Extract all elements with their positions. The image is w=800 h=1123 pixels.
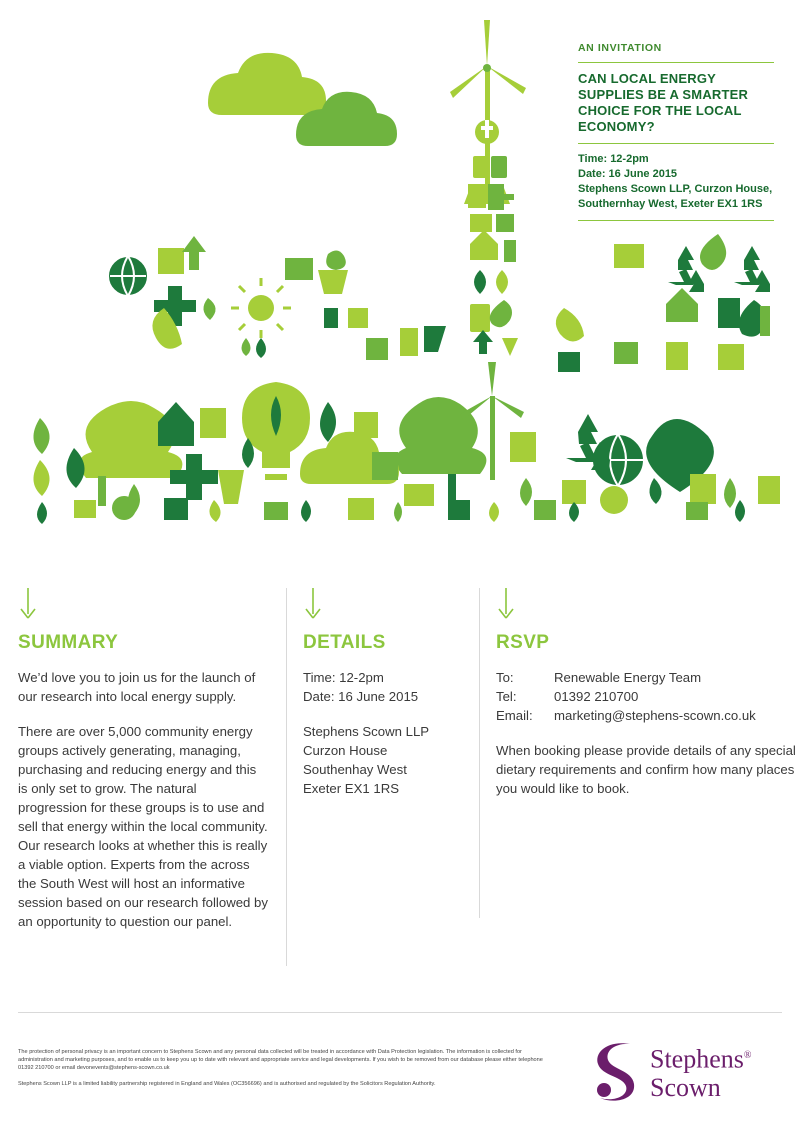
rsvp-tel-label: Tel: — [496, 689, 517, 704]
table-row — [496, 668, 756, 687]
rsvp-heading: RSVP — [496, 632, 550, 653]
arrow-down-icon — [496, 588, 516, 620]
arrow-down-icon — [18, 588, 38, 620]
footer-privacy-text: The protection of personal privacy is an important concern to Stephens Scown and any personal data collected will be treated in accordance with Data Protection legislation. The information is collected for administration and marketing purposes, and to enable us to keep you up to date with relevant and appropriate service and legal developments. If you wish to be removed from our database please either telephone 01392 210700 or email devonevents@stephens-scown.co.uk — [18, 1049, 543, 1071]
invitation-venue-line-1: Stephens Scown LLP, Curzon House, — [578, 183, 773, 195]
recycle-icon — [668, 246, 704, 292]
details-venue-line-4: Exeter EX1 1RS — [303, 781, 400, 796]
details-date: Date: 16 June 2015 — [303, 689, 419, 704]
recycle-icon — [734, 246, 770, 292]
summary-paragraph-2: There are over 5,000 community energy groups actively generating, managing, purchasing and reducing energy and this is only set to grow. The natural progression for these groups is to use and sell that energy within the local community. Our research looks at whether this is really a viable option. Experts from the across the South West will host an informative session based on our research followed by an opportunity to question our panel. — [18, 724, 268, 929]
invitation-panel — [578, 42, 774, 229]
footer-legal — [18, 1048, 546, 1088]
hero-banner — [18, 8, 782, 533]
summary-paragraph-1: We’d love you to join us for the launch of our research into local energy supply. — [18, 670, 256, 704]
rsvp-contact-table — [496, 668, 756, 725]
rsvp-email-value[interactable]: marketing@stephens-scown.co.uk — [554, 708, 756, 723]
divider — [578, 62, 774, 63]
details-time: Time: 12-2pm — [303, 670, 384, 685]
divider — [578, 220, 774, 221]
invitation-title: CAN LOCAL ENERGY SUPPLIES BE A SMARTER CHOICE FOR THE LOCAL ECONOMY? — [578, 71, 749, 134]
cloud-icon — [208, 53, 397, 146]
arrow-down-icon — [303, 588, 323, 620]
footer-regulatory-text: Stephens Scown LLP is a limited liability partnership registered in England and Wales (OC356696) and is authorised and regulated by the Solicitors Regulation Authority. — [18, 1081, 436, 1087]
invitation-time: Time: 12-2pm — [578, 153, 649, 165]
column-divider — [286, 588, 287, 966]
details-venue-line-3: Southenhay West — [303, 762, 407, 777]
column-divider — [479, 588, 480, 918]
summary-column — [18, 588, 268, 931]
logo-mark-icon — [588, 1038, 644, 1104]
registered-trademark-icon: ® — [743, 1050, 752, 1061]
logo-line-1: Stephens — [650, 1044, 744, 1074]
logo-wordmark — [650, 1042, 752, 1102]
wind-turbine-icon — [450, 20, 526, 204]
details-venue-line-2: Curzon House — [303, 743, 388, 758]
footer-divider — [18, 1012, 782, 1013]
divider — [578, 143, 774, 144]
details-heading: DETAILS — [303, 632, 386, 653]
invitation-kicker: AN INVITATION — [578, 42, 662, 54]
rsvp-to-value: Renewable Energy Team — [554, 670, 702, 685]
rsvp-email-label: Email: — [496, 708, 533, 723]
logo-line-2: Scown — [650, 1072, 721, 1102]
stephens-scown-logo — [588, 1036, 778, 1108]
rsvp-tel-value: 01392 210700 — [554, 689, 639, 704]
rsvp-to-label: To: — [496, 670, 514, 685]
invitation-date: Date: 16 June 2015 — [578, 168, 678, 180]
icon-stack-tower — [468, 120, 518, 356]
invitation-venue-line-2: Southernhay West, Exeter EX1 1RS — [578, 198, 763, 210]
rsvp-column — [496, 588, 796, 798]
table-row — [496, 687, 756, 706]
details-venue-line-1: Stephens Scown LLP — [303, 724, 430, 739]
details-column — [303, 588, 473, 798]
table-row — [496, 706, 756, 725]
summary-heading: SUMMARY — [18, 632, 119, 653]
rsvp-note: When booking please provide details of any special dietary requirements and confirm how many places you would like to book. — [496, 743, 796, 796]
